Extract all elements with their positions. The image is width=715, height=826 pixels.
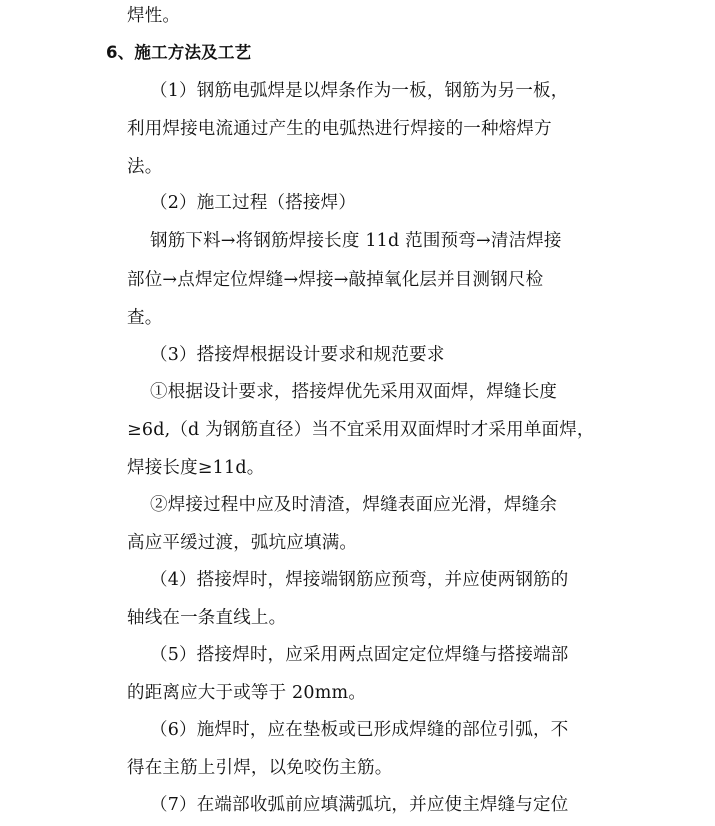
subheading-line: （2）施工过程（搭接焊） <box>150 193 357 213</box>
paragraph-line: 法。 <box>127 157 163 177</box>
paragraph-line: （4）搭接焊时，焊接端钢筋应预弯，并应使两钢筋的 <box>150 570 569 590</box>
paragraph-line: 焊接长度≥11d。 <box>127 458 265 478</box>
paragraph-line: ②焊接过程中应及时清渣，焊缝表面应光滑，焊缝余 <box>150 495 558 515</box>
subheading-line: （3）搭接焊根据设计要求和规范要求 <box>150 345 445 365</box>
paragraph-line: 部位→点焊定位焊缝→焊接→敲掉氧化层并目测钢尺检 <box>127 270 544 290</box>
paragraph-line: （6）施焊时，应在垫板或已形成焊缝的部位引弧，不 <box>150 720 569 740</box>
paragraph-line: 轴线在一条直线上。 <box>127 608 287 628</box>
section-heading: 6、施工方法及工艺 <box>106 43 252 62</box>
paragraph-line: 得在主筋上引焊，以免咬伤主筋。 <box>127 758 393 778</box>
paragraph-line: 高应平缓过渡，弧坑应填满。 <box>127 533 358 553</box>
paragraph-line: 利用焊接电流通过产生的电弧热进行焊接的一种熔焊方 <box>127 119 552 139</box>
paragraph-line: （5）搭接焊时，应采用两点固定定位焊缝与搭接端部 <box>150 645 569 665</box>
paragraph-line: （7）在端部收弧前应填满弧坑，并应使主焊缝与定位 <box>150 795 569 815</box>
paragraph-line: （1）钢筋电弧焊是以焊条作为一板，钢筋为另一板， <box>150 81 569 101</box>
paragraph-line: 焊性。 <box>127 6 181 26</box>
paragraph-line: 查。 <box>127 308 163 328</box>
paragraph-line: ①根据设计要求，搭接焊优先采用双面焊，焊缝长度 <box>150 382 558 402</box>
paragraph-line: 钢筋下料→将钢筋焊接长度 11d 范围预弯→清洁焊接 <box>150 231 562 251</box>
paragraph-line: 的距离应大于或等于 20mm。 <box>127 683 367 703</box>
paragraph-line: ≥6d,（d 为钢筋直径）当不宜采用双面焊时才采用单面焊， <box>127 420 595 440</box>
